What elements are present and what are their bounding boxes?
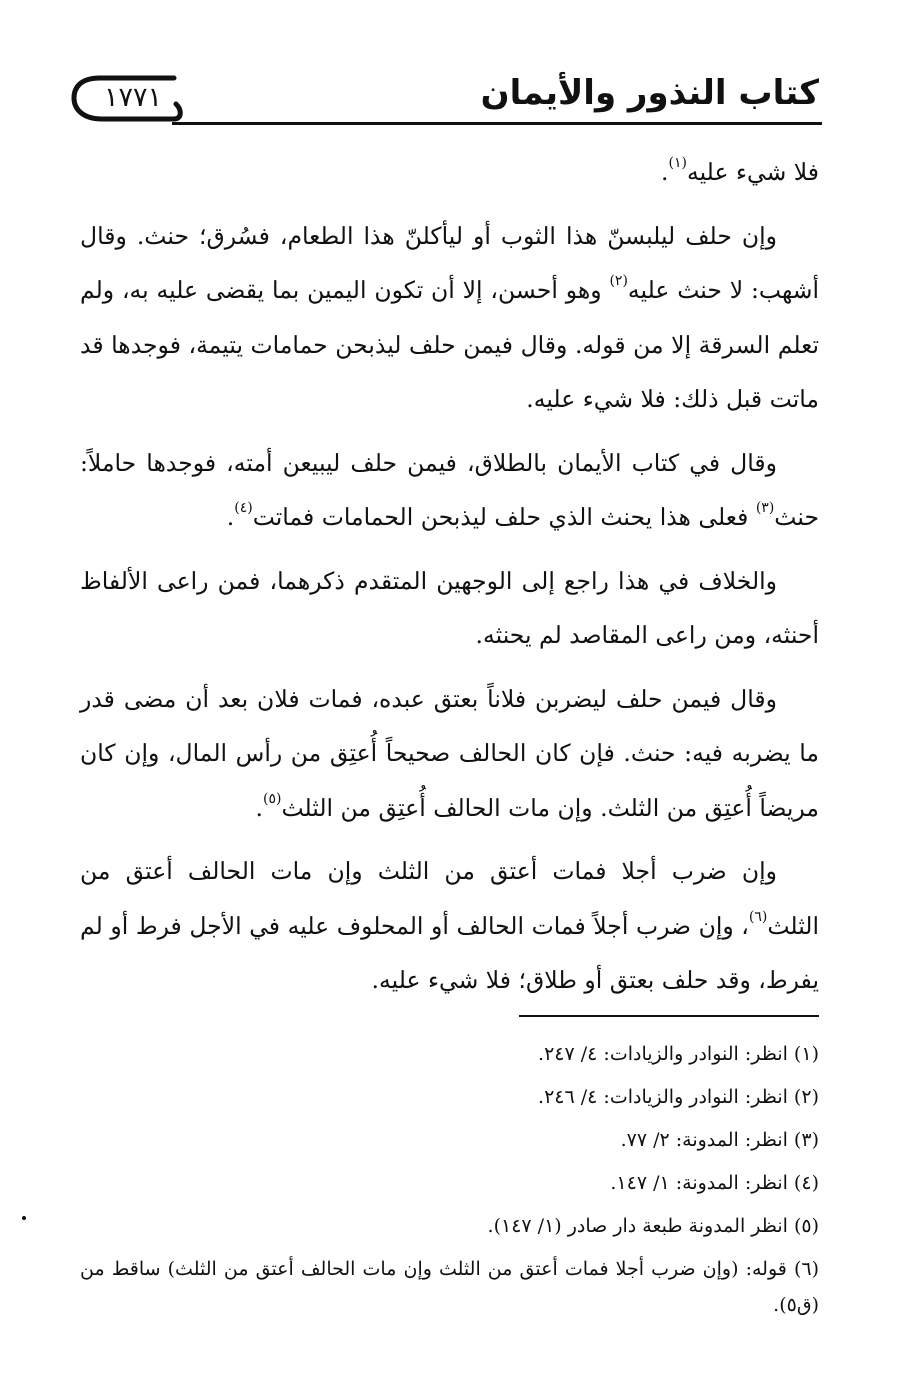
footnote-2: (٢) انظر: النوادر والزيادات: ٤/ ٢٤٦.: [538, 1086, 819, 1108]
paragraph-end: .: [661, 158, 669, 186]
footnote-5: (٥) انظر المدونة طبعة دار صادر (١/ ١٤٧).: [487, 1215, 819, 1237]
footnote-marker: (١): [668, 155, 687, 171]
paragraph-3: [80, 436, 819, 545]
paragraph-text: ، وإن ضرب أجلاً فمات الحالف أو المحلوف عليه في الأجل فرط أو لم يفرط، وقد حلف بعتق أو طلاق؛ فلا شيء عليه.: [80, 911, 819, 994]
paragraph-6: [80, 844, 819, 1008]
footnote-4: (٤) انظر: المدونة: ١/ ١٤٧.: [610, 1172, 819, 1194]
footnote-1: (١) انظر: النوادر والزيادات: ٤/ ٢٤٧.: [538, 1043, 819, 1065]
paragraph-end: .: [255, 793, 263, 822]
paragraph-1: [80, 145, 819, 200]
paragraph-2: [80, 209, 819, 427]
footnote-marker: (٤): [234, 500, 253, 516]
paragraph-text: وإن حلف ليلبسنّ هذا الثوب أو ليأكلنّ هذا الطعام، فسُرق؛ حنث. وقال أشهب: لا حنث عليه: [80, 221, 820, 304]
running-header-title: كتاب النذور والأيمان: [480, 73, 819, 113]
paragraph-text: وإن ضرب أجلا فمات أعتق من الثلث وإن مات الحالف أعتق من الثلث: [80, 857, 819, 940]
paragraph-end: .: [226, 503, 235, 531]
paragraph-4: [80, 554, 819, 663]
footnote-6: (٦) قوله: (وإن ضرب أجلا فمات أعتق من الثلث وإن مات الحالف أعتق من الثلث) ساقط من (ق٥).: [80, 1258, 819, 1316]
paragraph-text: فلا شيء عليه: [686, 158, 819, 186]
paragraph-text: وقال في كتاب الأيمان بالطلاق، فيمن حلف ليبيعن أمته، فوجدها حاملاً: حنث: [80, 448, 819, 531]
paragraph-text: وقال فيمن حلف ليضربن فلاناً بعتق عبده، فمات فلان بعد أن مضى قدر ما يضربه فيه: حنث. فإن كان الحالف صحيحاً أُعتِق من رأس المال، وإن كان مريضاً أُعتِق من الثلث. وإن مات الحالف أُعتِق من الثلث: [80, 684, 819, 822]
footnote-marker: (٥): [262, 790, 282, 807]
footnote-separator: [519, 1015, 819, 1017]
paragraph-5: [80, 672, 819, 836]
footnote-3: (٣) انظر: المدونة: ٢/ ٧٧.: [620, 1129, 819, 1151]
footnote-marker: (٢): [609, 273, 628, 289]
paragraph-text: والخلاف في هذا راجع إلى الوجهين المتقدم ذكرهما، فمن راعى الألفاظ أحنثه، ومن راعى المقاصد لم يحنثه.: [80, 566, 819, 649]
footnote-marker: (٦): [748, 908, 768, 925]
footnotes: [80, 1036, 819, 1323]
paragraph-text: فعلى هذا يحنث الذي حلف ليذبحن الحمامات فماتت: [252, 503, 756, 531]
paragraph-text: وهو أحسن، إلا أن تكون اليمين بما يقضى عليه به، ولم تعلم السرقة إلا من قوله. وقال فيمن حلف ليذبحن حمامات يتيمة، فوجدها قد ماتت قبل ذلك: فلا شيء عليه.: [80, 276, 819, 413]
margin-dot: [22, 1216, 26, 1220]
header-rule: [172, 122, 822, 125]
main-text: [80, 145, 819, 1017]
page-number: ١٧٧١: [103, 82, 162, 113]
footnote-marker: (٣): [755, 500, 775, 516]
